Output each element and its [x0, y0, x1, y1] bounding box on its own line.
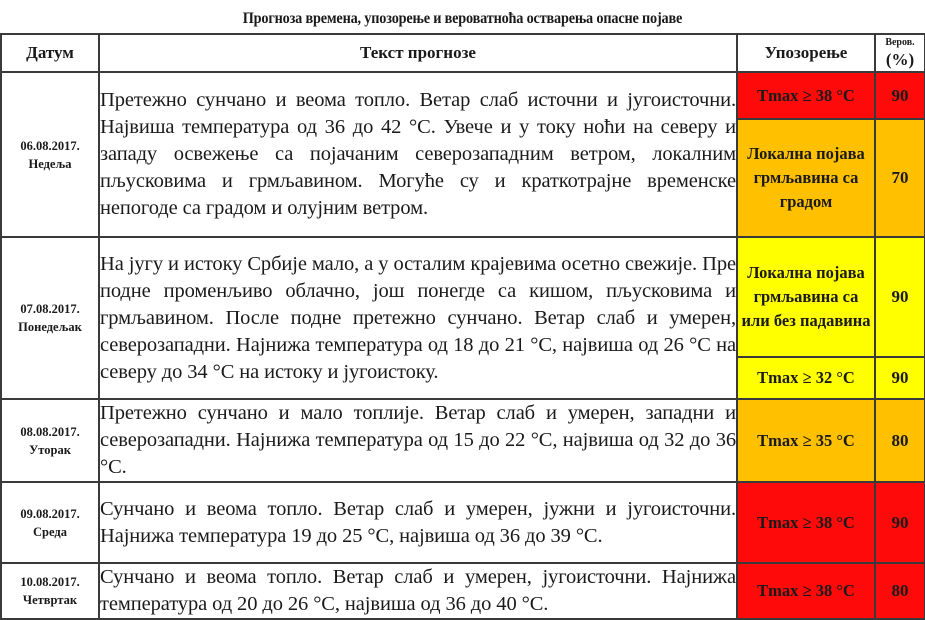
probability-cell: 90 [875, 72, 925, 119]
probability-cell: 90 [875, 482, 925, 563]
header-probability-unit: (%) [885, 50, 915, 69]
date-cell [1, 399, 99, 482]
forecast-text: На југу и истоку Србије мало, а у осталим крајевима осетно свежије. Пре подне променљиво облачно, још понегде са кишом, пљусковима и грмљавином. После подне претежно сунчано. Ветар слаб и умерен, северозападни. Најнижа температура од 18 до 21 °C, највиша од 26 °C на северу до 34 °C на истоку и југоистоку. [99, 237, 737, 399]
page-title: Прогноза времена, упозорење и вероватноћа остварења опасне појаве [242, 10, 683, 27]
date-value: 10.08.2017. [20, 575, 80, 589]
warning-cell: Tmax ≥ 38 °C [737, 72, 875, 119]
date-cell [1, 563, 99, 619]
header-probability-label: Веров. [885, 37, 915, 48]
forecast-table [0, 33, 925, 620]
date-cell [1, 237, 99, 399]
forecast-text: Претежно сунчано и мало топлије. Ветар слаб и умерен, западни и северозападни. Најнижа температура од 15 до 22 °C, највиша од 32 до 36 °C. [99, 399, 737, 482]
warning-cell: Tmax ≥ 38 °C [737, 563, 875, 619]
warning-cell: Локална појава грмљавина са градом [737, 119, 875, 237]
warning-cell: Tmax ≥ 32 °C [737, 357, 875, 399]
day-name: Уторак [29, 442, 71, 457]
probability-cell: 90 [875, 237, 925, 357]
probability-cell: 80 [875, 399, 925, 482]
header-warning: Упозорење [737, 34, 875, 72]
forecast-text: Сунчано и веома топло. Ветар слаб и умерен, југоисточни. Најнижа температура од 20 до 26 °C, највиша од 36 до 40 °C. [99, 563, 737, 619]
table-row [1, 237, 925, 357]
date-value: 06.08.2017. [20, 138, 80, 153]
table-header-row [1, 34, 925, 72]
warning-cell: Tmax ≥ 35 °C [737, 399, 875, 482]
table-row [1, 563, 925, 619]
date-cell [1, 72, 99, 237]
table-row [1, 399, 925, 482]
date-value: 09.08.2017. [20, 506, 80, 521]
probability-cell: 70 [875, 119, 925, 237]
date-cell [1, 482, 99, 563]
header-probability [875, 34, 925, 72]
probability-cell: 90 [875, 357, 925, 399]
day-name: Среда [33, 524, 67, 539]
day-name: Недеља [28, 156, 72, 171]
day-name: Понедељак [18, 320, 82, 334]
date-value: 08.08.2017. [20, 424, 80, 439]
table-row [1, 482, 925, 563]
warning-cell: Локална појава грмљавина са или без падавина [737, 237, 875, 357]
warning-cell: Tmax ≥ 38 °C [737, 482, 875, 563]
day-name: Четвртак [22, 593, 78, 607]
forecast-text: Претежно сунчано и веома топло. Ветар слаб источни и југоисточни. Највиша температура од 36 до 42 °C. Увече и у току ноћи на северу и западу освежење са појачаним северозападним ветром, локалним пљусковима и грмљавином. Могуће су и краткотрајне временске непогоде са градом и олујним ветром. [99, 72, 737, 237]
forecast-text: Сунчано и веома топло. Ветар слаб и умерен, јужни и југоисточни. Најнижа температура 19 до 25 °C, највиша од 36 до 39 °C. [99, 482, 737, 563]
header-forecast-text: Текст прогнозе [99, 34, 737, 72]
date-value: 07.08.2017. [20, 302, 80, 316]
probability-cell: 80 [875, 563, 925, 619]
table-row [1, 72, 925, 119]
header-date: Датум [1, 34, 99, 72]
